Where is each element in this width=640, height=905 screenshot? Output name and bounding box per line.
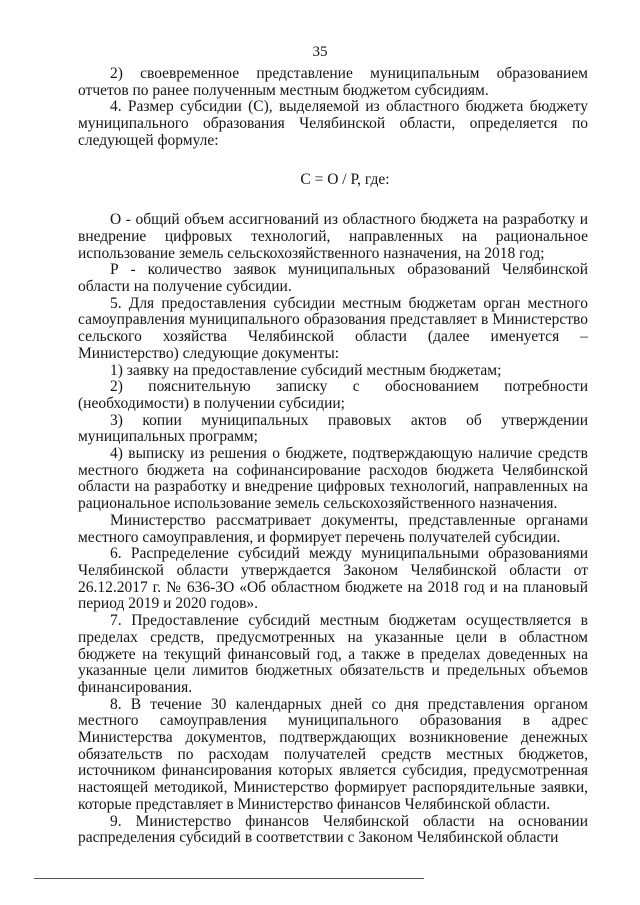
paragraph-finance-ministry: 9. Министерство финансов Челябинской области на основании распределения субсидий в соответствии с Законом Челябинской области: [78, 812, 588, 847]
subsidy-formula: С = О / Р, где:: [300, 170, 390, 188]
paragraph-definition-o: О - общий объем ассигнований из областного бюджета на разработку и внедрение цифровых технологий, направленных на рациональное использование земель сельскохозяйственного назначения, на 2018 год;: [78, 211, 588, 262]
paragraph-subsidy-size: 4. Размер субсидии (С), выделяемой из областного бюджета бюджету муниципального образования Челябинской области, определяется по следующей формуле:: [78, 98, 588, 149]
footer-rule: [34, 878, 424, 879]
paragraph-definition-p: Р - количество заявок муниципальных образований Челябинской области на получение субсидии.: [78, 261, 588, 296]
list-item-budget-extract: 4) выписку из решения о бюджете, подтверждающую наличие средств местного бюджета на софинансирование расходов бюджета Челябинской области на разработку и внедрение цифровых технологий, направленных на рациональное использование земель сельскохозяйственного назначения.: [78, 445, 588, 513]
paragraph-provision-limits: 7. Предоставление субсидий местным бюджетам осуществляется в пределах средств, предусмотренных на указанные цели в областном бюджете на текущий финансовый год, а также в пределах доведенных на указанные цели лимитов бюджетных обязательств и предельных объемов финансирования.: [78, 612, 588, 696]
list-item-application: 1) заявку на предоставление субсидий местным бюджетам;: [110, 361, 502, 379]
paragraph-reporting-obligation: 2) своевременное представление муниципальным образованием отчетов по ранее полученным местным бюджетом субсидиям.: [78, 65, 588, 99]
page-number: 35: [312, 44, 328, 60]
list-item-legal-acts: 3) копии муниципальных правовых актов об утверждении муниципальных программ;: [78, 411, 588, 446]
document-body: [78, 66, 588, 847]
paragraph-ministry-review: Министерство рассматривает документы, представленные органами местного самоуправления, и формирует перечень получателей субсидии.: [78, 511, 588, 546]
paragraph-payment-requests: 8. В течение 30 календарных дней со дня представления органом местного самоуправления муниципального образования в адрес Министерства документов, подтверждающих возникновение денежных обязательств по расходам получателей средств местных бюджетов, источником финансирования которых является субсидия, предусмотренная настоящей методикой, Министерство формирует распорядительные заявки, которые представляет в Министерство финансов Челябинской области.: [78, 695, 588, 813]
list-item-explanatory-note: 2) пояснительную записку с обоснованием потребности (необходимости) в получении субсидии;: [78, 378, 588, 412]
paragraph-distribution: 6. Распределение субсидий между муниципальными образованиями Челябинской области утверждается Законом Челябинской области от 26.12.2017 г. № 636-ЗО «Об областном бюджете на 2018 год и на плановый период 2019 и 2020 годов».: [78, 545, 588, 613]
paragraph-required-documents: 5. Для предоставления субсидии местным бюджетам орган местного самоуправления муниципального образования представляет в Министерство сельского хозяйства Челябинской области (далее именуется – Министерство) следующие документы:: [78, 294, 588, 362]
